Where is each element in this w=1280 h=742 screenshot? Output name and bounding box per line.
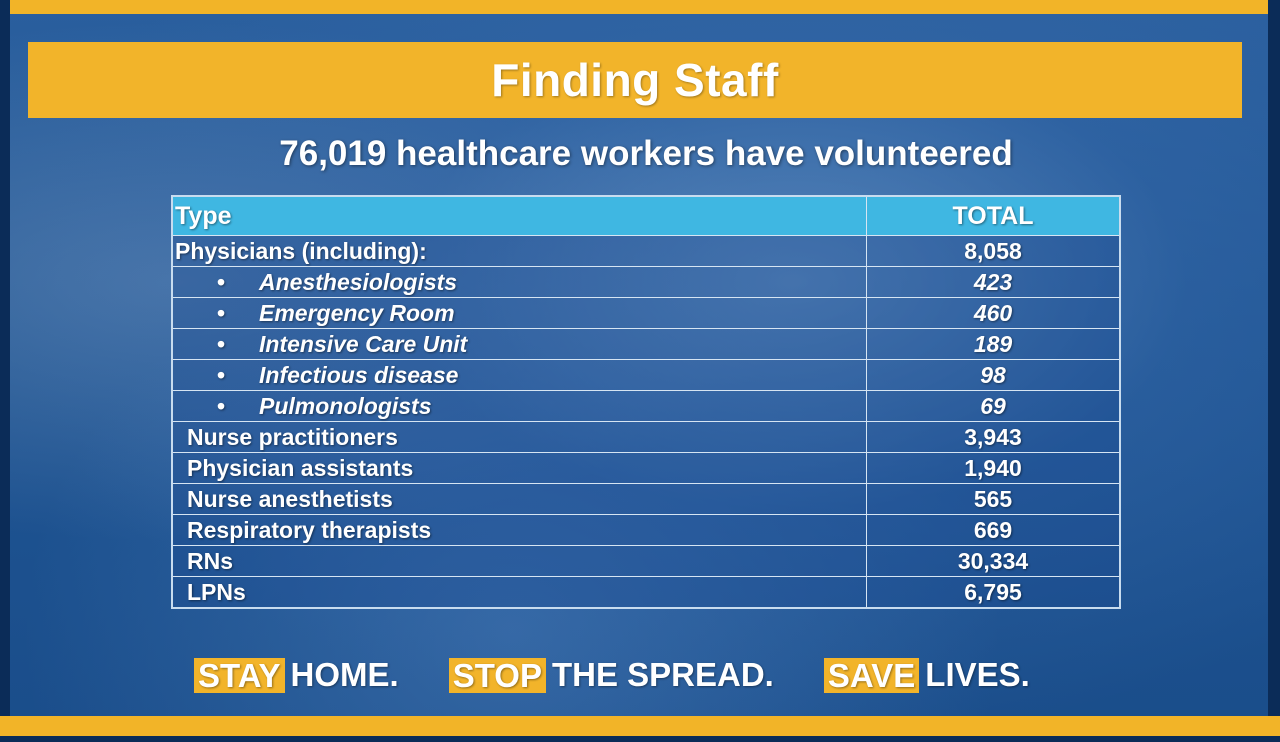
row-type: LPNs	[172, 577, 867, 609]
row-type: RNs	[172, 546, 867, 577]
table-body	[172, 236, 1120, 609]
table-row	[172, 267, 1120, 298]
table-row	[172, 298, 1120, 329]
row-total: 69	[867, 391, 1121, 422]
slogan-text: LIVES.	[925, 656, 1030, 693]
row-total: 460	[867, 298, 1121, 329]
bullet-icon: •	[217, 300, 226, 326]
row-total: 6,795	[867, 577, 1121, 609]
row-type: Nurse practitioners	[172, 422, 867, 453]
right-edge	[1268, 0, 1280, 742]
row-total: 98	[867, 360, 1121, 391]
row-type	[172, 329, 867, 360]
slide-title: Finding Staff	[491, 54, 779, 106]
row-type-label: Emergency Room	[259, 300, 455, 326]
header-type: Type	[172, 196, 867, 236]
slogan-text: THE SPREAD.	[551, 656, 774, 693]
table-row	[172, 360, 1120, 391]
slogan	[194, 656, 1080, 694]
table-row	[172, 484, 1120, 515]
slogan-highlight: STAY	[194, 658, 285, 693]
table-row	[172, 236, 1120, 267]
row-type	[172, 267, 867, 298]
row-type: Nurse anesthetists	[172, 484, 867, 515]
bottom-accent-bar	[0, 716, 1280, 736]
title-banner	[28, 42, 1242, 118]
bullet-icon: •	[217, 393, 226, 419]
row-type-label: Infectious disease	[259, 362, 459, 388]
row-type-label: Anesthesiologists	[259, 269, 458, 295]
row-type-label: Pulmonologists	[259, 393, 432, 419]
row-total: 189	[867, 329, 1121, 360]
table-row	[172, 422, 1120, 453]
row-type	[172, 360, 867, 391]
slogan-text: HOME.	[290, 656, 399, 693]
slide-subtitle: 76,019 healthcare workers have volunteered	[279, 134, 1013, 173]
row-type: Respiratory therapists	[172, 515, 867, 546]
table-row	[172, 546, 1120, 577]
row-total: 423	[867, 267, 1121, 298]
row-type-label: Intensive Care Unit	[259, 331, 468, 357]
row-type: Physician assistants	[172, 453, 867, 484]
bullet-icon: •	[217, 269, 226, 295]
row-total: 30,334	[867, 546, 1121, 577]
top-accent-bar	[0, 0, 1280, 14]
table-row	[172, 515, 1120, 546]
bottom-edge	[0, 736, 1280, 742]
bullet-icon: •	[217, 331, 226, 357]
row-total: 669	[867, 515, 1121, 546]
table-row	[172, 453, 1120, 484]
slogan-highlight: STOP	[449, 658, 546, 693]
row-total: 3,943	[867, 422, 1121, 453]
row-type	[172, 391, 867, 422]
row-total: 8,058	[867, 236, 1121, 267]
row-type: Physicians (including):	[172, 236, 867, 267]
table-row	[172, 329, 1120, 360]
row-total: 565	[867, 484, 1121, 515]
table-row	[172, 577, 1120, 609]
slogan-highlight: SAVE	[824, 658, 919, 693]
row-total: 1,940	[867, 453, 1121, 484]
table-header-row	[172, 196, 1120, 236]
slogan-part	[194, 656, 399, 694]
slogan-part	[824, 656, 1030, 694]
header-total: TOTAL	[867, 196, 1121, 236]
bullet-icon: •	[217, 362, 226, 388]
volunteer-table	[171, 195, 1121, 609]
slogan-part	[449, 656, 774, 694]
table-row	[172, 391, 1120, 422]
left-edge	[0, 0, 10, 742]
row-type	[172, 298, 867, 329]
